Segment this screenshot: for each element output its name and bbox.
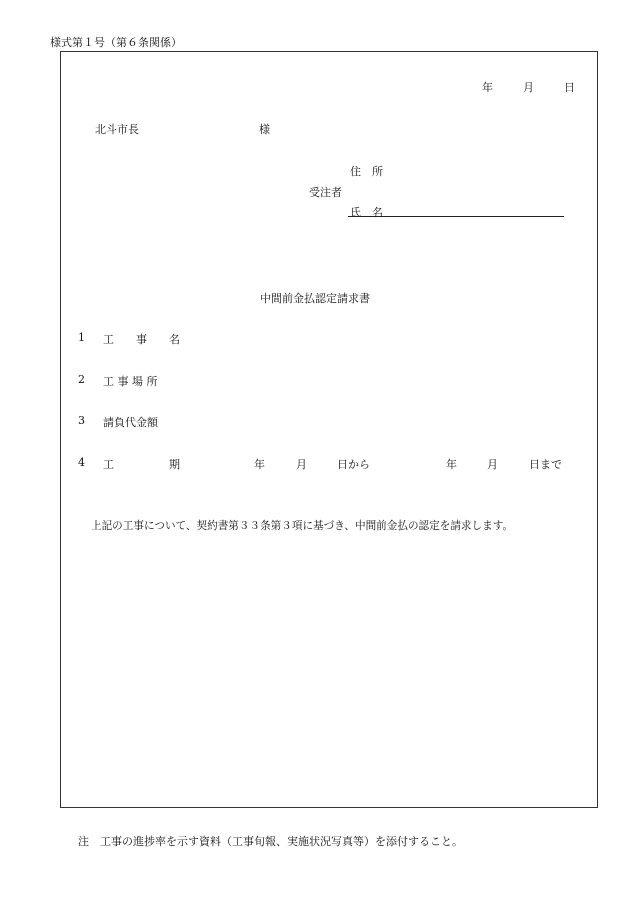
date-year-label: 年 bbox=[482, 81, 493, 94]
item-1-number: 1 bbox=[78, 331, 85, 344]
item-2-label: 工 事 場 所 bbox=[103, 375, 158, 388]
period-start-day: 日から bbox=[337, 458, 370, 471]
item-3-label: 請負代金額 bbox=[103, 416, 158, 429]
item-4-number: 4 bbox=[78, 456, 85, 469]
period-start-year: 年 bbox=[254, 458, 265, 471]
period-end-month: 月 bbox=[487, 458, 498, 471]
contractor-address-label: 住 所 bbox=[350, 165, 383, 178]
item-3-number: 3 bbox=[78, 414, 85, 427]
document-title: 中間前金払認定請求書 bbox=[260, 292, 370, 305]
date-day-label: 日 bbox=[564, 81, 575, 94]
period-start-month: 月 bbox=[296, 458, 307, 471]
contractor-name-underline bbox=[348, 216, 564, 217]
item-2-number: 2 bbox=[78, 373, 85, 386]
date-month-label: 月 bbox=[523, 81, 534, 94]
addressee-suffix: 様 bbox=[259, 123, 270, 136]
contractor-role-label: 受注者 bbox=[309, 186, 342, 199]
request-body-text: 上記の工事について、契約書第３３条第３項に基づき、中間前金払の認定を請求します。 bbox=[91, 520, 514, 532]
period-end-year: 年 bbox=[446, 458, 457, 471]
period-end-day: 日まで bbox=[529, 458, 562, 471]
addressee-name: 北斗市長 bbox=[95, 123, 139, 136]
item-1-label: 工 事 名 bbox=[103, 333, 180, 346]
item-4-label: 工 期 bbox=[103, 458, 180, 471]
contractor-name-label: 氏 名 bbox=[350, 206, 383, 219]
footer-note: 注 工事の進捗率を示す資料（工事旬報、実施状況写真等）を添付すること。 bbox=[78, 835, 463, 848]
form-number-header: 様式第１号（第６条関係） bbox=[50, 36, 182, 49]
